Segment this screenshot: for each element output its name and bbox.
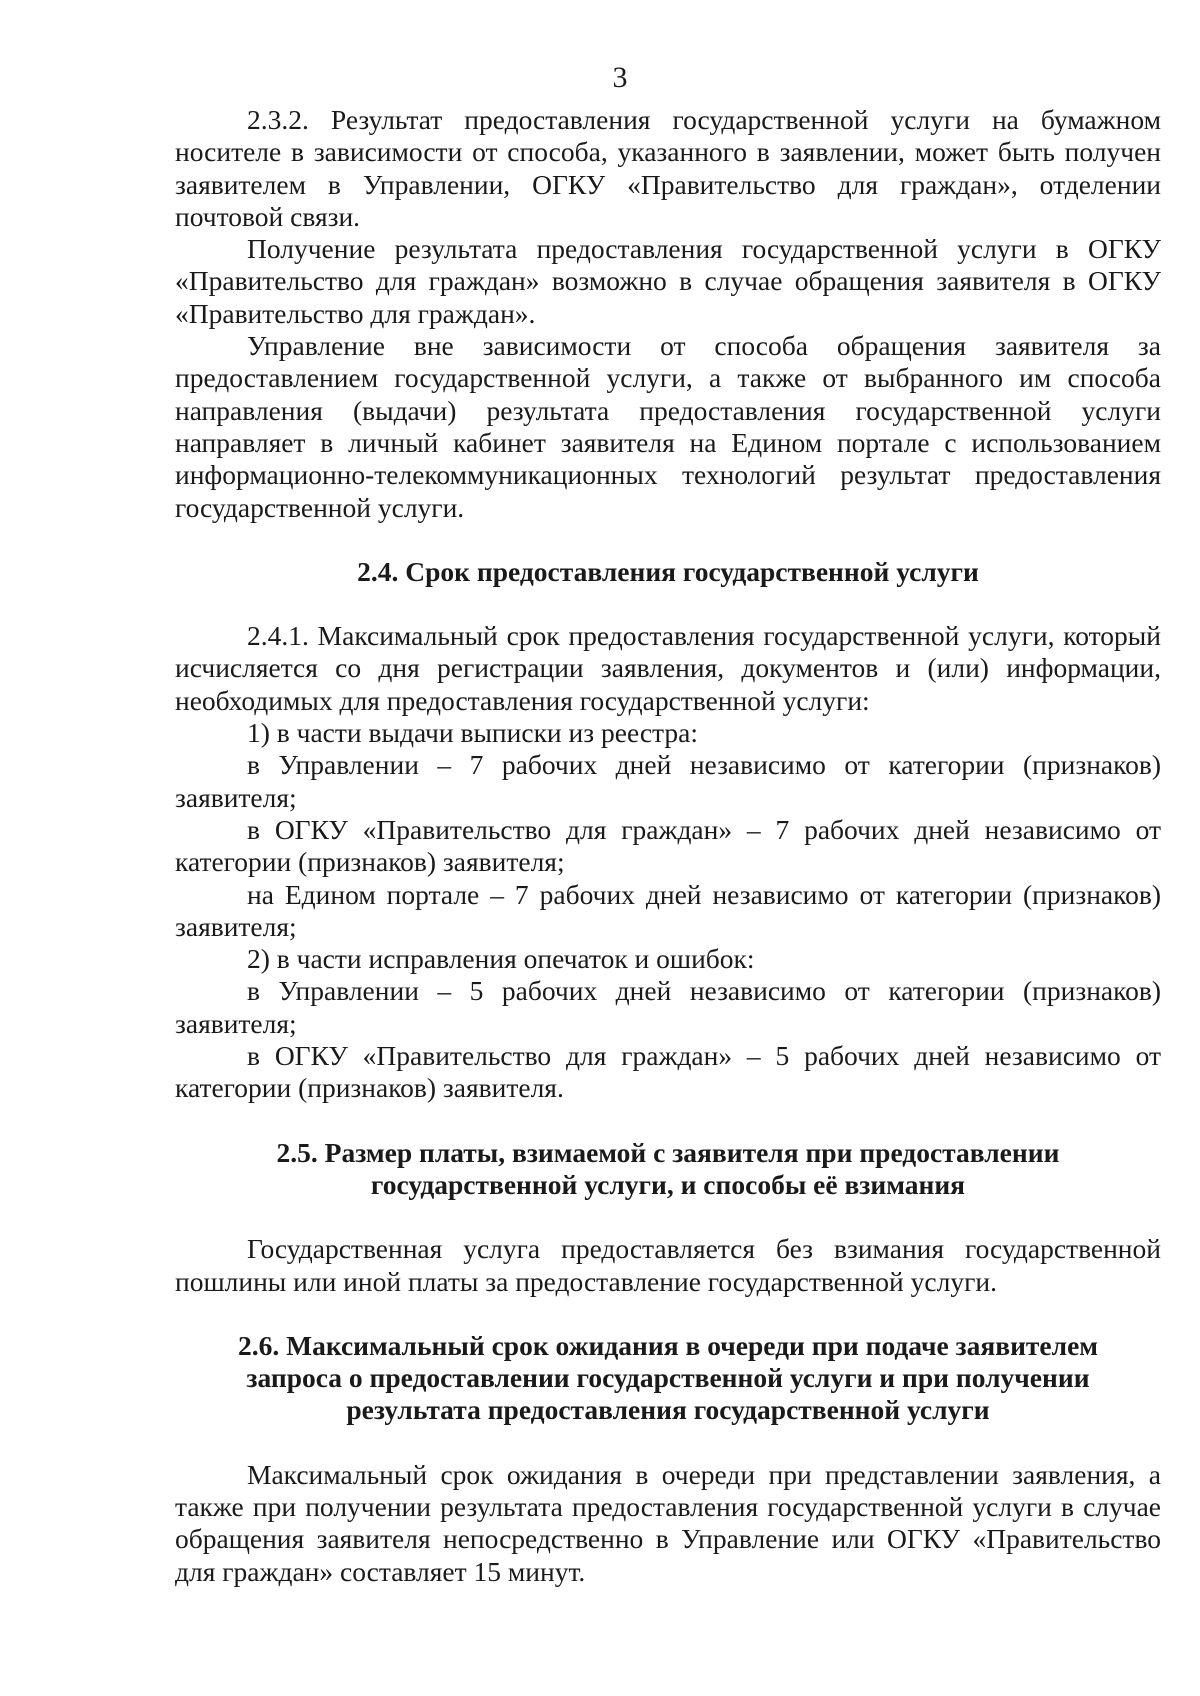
heading-2-5-line-2: государственной услуги, и способы её взимания — [370, 1168, 966, 1200]
heading-2-4: 2.4. Срок предоставления государственной услуги — [357, 555, 979, 587]
paragraph-2-6: Максимальный срок ожидания в очереди при представлении заявления, а также при получении результата предоставления государственной услуги в случае обращения заявителя непосредственно в Управление или ОГКУ «Правительство для граждан» составляет 15 минут. — [175, 1458, 1161, 1587]
list-item-1-ogku: в ОГКУ «Правительство для граждан» – 7 рабочих дней независимо от категории (признаков) заявителя; — [175, 813, 1161, 878]
paragraph-2-4-1: 2.4.1. Максимальный срок предоставления государственной услуги, который исчисляется со дня регистрации заявления, документов и (или) информации, необходимых для предоставления государственной услуги: — [175, 620, 1161, 716]
paragraph-personal-cabinet: Управление вне зависимости от способа обращения заявителя за предоставлением государственной услуги, а также от выбранного им способа направления (выдачи) результата предоставления государственной услуги направляет в личный кабинет заявителя на Едином портале с использованием информационно-телекоммуникационных технологий результат предоставления государственной услуги. — [175, 330, 1161, 523]
heading-2-6 — [175, 1330, 1161, 1427]
heading-2-6-line-2: запроса о предоставлении государственной услуги и при получении — [246, 1362, 1090, 1394]
paragraph-2-5: Государственная услуга предоставляется без взимания государственной пошлины или иной платы за предоставление государственной услуги. — [175, 1233, 1161, 1297]
list-item-2-ogku: в ОГКУ «Правительство для граждан» – 5 рабочих дней независимо от категории (признаков) заявителя. — [175, 1040, 1161, 1104]
list-item-1: 1) в части выдачи выписки из реестра: — [247, 717, 698, 749]
heading-2-6-line-1: 2.6. Максимальный срок ожидания в очереди при подаче заявителем — [237, 1329, 1099, 1361]
list-item-2: 2) в части исправления опечаток и ошибок: — [247, 943, 755, 975]
heading-2-6-line-3: результата предоставления государственной услуги — [346, 1394, 990, 1426]
paragraph-2-3-2: 2.3.2. Результат предоставления государственной услуги на бумажном носителе в зависимости от способа, указанного в заявлении, может быть получен заявителем в Управлении, ОГКУ «Правительство для граждан», отделении почтовой связи. — [175, 104, 1161, 232]
paragraph-result-receipt: Получение результата предоставления государственной услуги в ОГКУ «Правительство для граждан» возможно в случае обращения заявителя в ОГКУ «Правительство для граждан». — [175, 233, 1161, 329]
list-item-2-management: в Управлении – 5 рабочих дней независимо от категории (признаков) заявителя; — [175, 975, 1161, 1039]
heading-2-5 — [175, 1137, 1161, 1202]
page-number: 3 — [612, 61, 628, 94]
list-item-1-management: в Управлении – 7 рабочих дней независимо от категории (признаков) заявителя; — [175, 749, 1161, 813]
heading-2-5-line-1: 2.5. Размер платы, взимаемой с заявителя при предоставлении — [276, 1136, 1060, 1168]
document-body — [175, 104, 1161, 1588]
list-item-1-portal: на Едином портале – 7 рабочих дней независимо от категории (признаков) заявителя; — [175, 878, 1161, 942]
